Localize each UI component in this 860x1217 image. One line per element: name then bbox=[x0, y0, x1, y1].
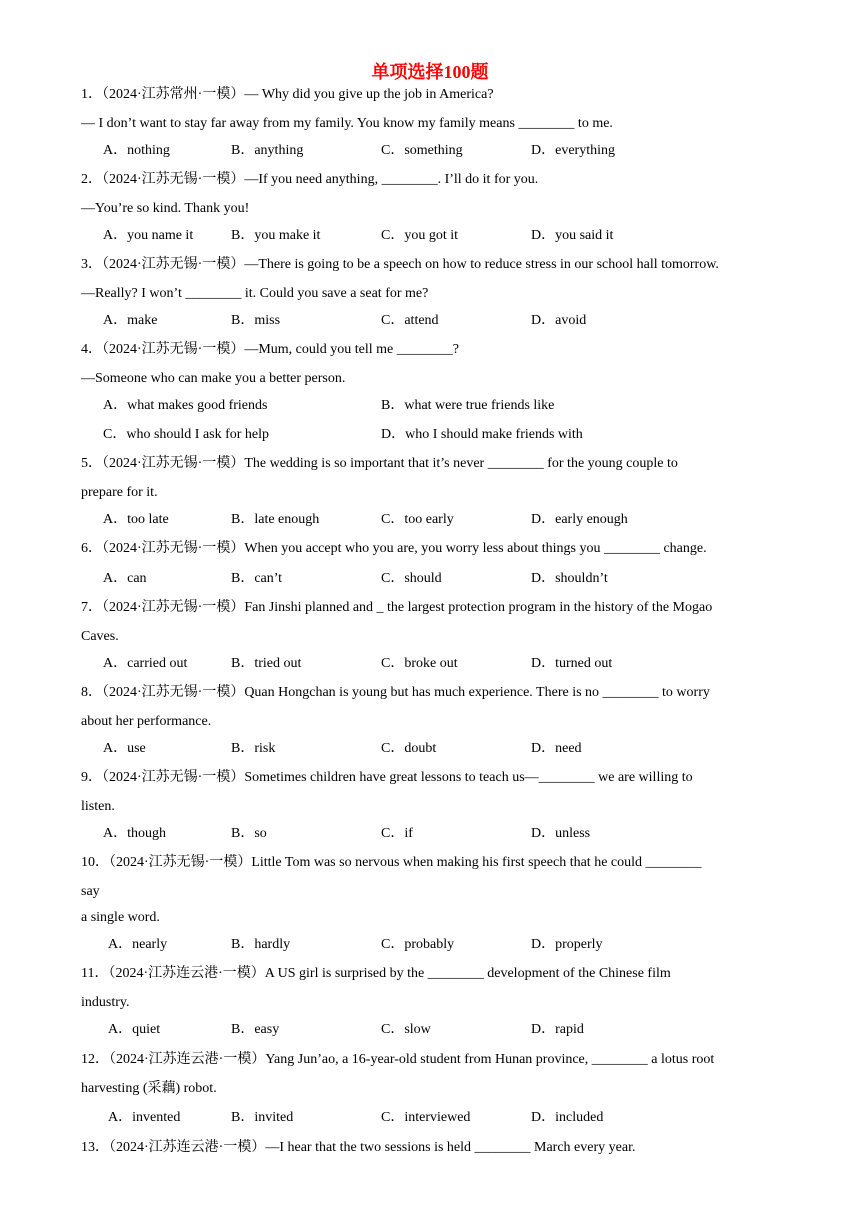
question-text: 9．（2024·江苏无锡·一模）Sometimes children have great lessons to teach us—________ we are willing to bbox=[81, 770, 693, 785]
option-d: D．early enough bbox=[531, 512, 628, 527]
question-text: harvesting (采藕) robot. bbox=[81, 1081, 217, 1096]
question-text: prepare for it. bbox=[81, 485, 158, 500]
option-a: A．can bbox=[103, 571, 147, 586]
option-d: D．unless bbox=[531, 826, 591, 841]
paragraph-mark-icon: · bbox=[99, 889, 104, 895]
option-b: B．late enough bbox=[231, 512, 320, 527]
option-a: A．quiet bbox=[108, 1022, 161, 1037]
question-text: say · bbox=[81, 884, 104, 900]
question-text: 13．（2024·江苏连云港·一模）—I hear that the two sessions is held ________ March every year. bbox=[81, 1140, 636, 1155]
option-d: D．who I should make friends with bbox=[381, 427, 583, 442]
option-a: A．though bbox=[103, 826, 166, 841]
option-a: A．use bbox=[103, 741, 146, 756]
question-text: 12．（2024·江苏连云港·一模）Yang Jun’ao, a 16-year-old student from Hunan province, ________ a lotus root bbox=[81, 1052, 715, 1067]
question-text: Caves. bbox=[81, 629, 119, 644]
question-text: —You’re so kind. Thank you! bbox=[81, 201, 250, 216]
option-a: A．you name it bbox=[103, 228, 194, 243]
option-b: B．miss bbox=[231, 313, 281, 328]
option-b: B．anything bbox=[231, 143, 304, 158]
option-d: D．avoid bbox=[531, 313, 587, 328]
question-text: 3．（2024·江苏无锡·一模）—There is going to be a speech on how to reduce stress in our school hall tomorrow. bbox=[81, 257, 719, 272]
option-b: B．risk bbox=[231, 741, 276, 756]
question-text: 11．（2024·江苏连云港·一模）A US girl is surprised by the ________ development of the Chinese film bbox=[81, 966, 671, 981]
question-text: —Someone who can make you a better person. bbox=[81, 371, 346, 386]
question-text: listen. bbox=[81, 799, 115, 814]
option-b: B．hardly bbox=[231, 937, 291, 952]
option-d: D．everything bbox=[531, 143, 615, 158]
option-b: B．so bbox=[231, 826, 267, 841]
question-text: a single word. bbox=[81, 910, 160, 925]
question-text: 2．（2024·江苏无锡·一模）—If you need anything, ________. I’ll do it for you. bbox=[81, 172, 539, 187]
option-c: C．slow bbox=[381, 1022, 431, 1037]
option-b: B．invited bbox=[231, 1110, 294, 1125]
option-c: C．probably bbox=[381, 937, 455, 952]
option-a: A．make bbox=[103, 313, 158, 328]
question-text: industry. bbox=[81, 995, 130, 1010]
option-d: D．included bbox=[531, 1110, 604, 1125]
question-text: 8．（2024·江苏无锡·一模）Quan Hongchan is young but has much experience. There is no ________ to worry bbox=[81, 685, 710, 700]
option-d: D．need bbox=[531, 741, 582, 756]
question-text: 10．（2024·江苏无锡·一模）Little Tom was so nervous when making his first speech that he could ________ bbox=[81, 855, 702, 870]
option-c: C．interviewed bbox=[381, 1110, 471, 1125]
option-c: C．broke out bbox=[381, 656, 458, 671]
option-d: D．you said it bbox=[531, 228, 614, 243]
option-b: B．you make it bbox=[231, 228, 321, 243]
question-text: about her performance. bbox=[81, 714, 212, 729]
question-text: 5．（2024·江苏无锡·一模）The wedding is so important that it’s never ________ for the young couple to bbox=[81, 456, 678, 471]
option-c: C．attend bbox=[381, 313, 439, 328]
option-a: A．too late bbox=[103, 512, 169, 527]
page-title: 单项选择100题 bbox=[371, 62, 489, 82]
question-text: — I don’t want to stay far away from my family. You know my family means ________ to me. bbox=[81, 116, 613, 131]
option-c: C．should bbox=[381, 571, 442, 586]
question-text: 4．（2024·江苏无锡·一模）—Mum, could you tell me ________? bbox=[81, 342, 459, 357]
option-d: D．rapid bbox=[531, 1022, 584, 1037]
option-c: C．something bbox=[381, 143, 463, 158]
option-a: A．what makes good friends bbox=[103, 398, 268, 413]
option-a: A．nearly bbox=[108, 937, 168, 952]
option-b: B．can’t bbox=[231, 571, 283, 586]
option-c: C．you got it bbox=[381, 228, 459, 243]
option-c: C．too early bbox=[381, 512, 454, 527]
question-text: —Really? I won’t ________ it. Could you save a seat for me? bbox=[81, 286, 429, 301]
option-a: A．invented bbox=[108, 1110, 181, 1125]
option-d: D．turned out bbox=[531, 656, 613, 671]
option-c: C．who should I ask for help bbox=[103, 427, 270, 442]
option-a: A．carried out bbox=[103, 656, 188, 671]
option-b: B．easy bbox=[231, 1022, 280, 1037]
option-c: C．doubt bbox=[381, 741, 437, 756]
option-c: C．if bbox=[381, 826, 413, 841]
question-text: 1．（2024·江苏常州·一模）— Why did you give up the job in America? bbox=[81, 87, 494, 102]
option-b: B．tried out bbox=[231, 656, 302, 671]
question-text: 6．（2024·江苏无锡·一模）When you accept who you are, you worry less about things you ________ change. bbox=[81, 541, 707, 556]
option-d: D．shouldn’t bbox=[531, 571, 608, 586]
option-b: B．what were true friends like bbox=[381, 398, 555, 413]
question-text: 7．（2024·江苏无锡·一模）Fan Jinshi planned and _ the largest protection program in the history of the Mogao bbox=[81, 600, 713, 615]
option-a: A．nothing bbox=[103, 143, 170, 158]
option-d: D．properly bbox=[531, 937, 603, 952]
